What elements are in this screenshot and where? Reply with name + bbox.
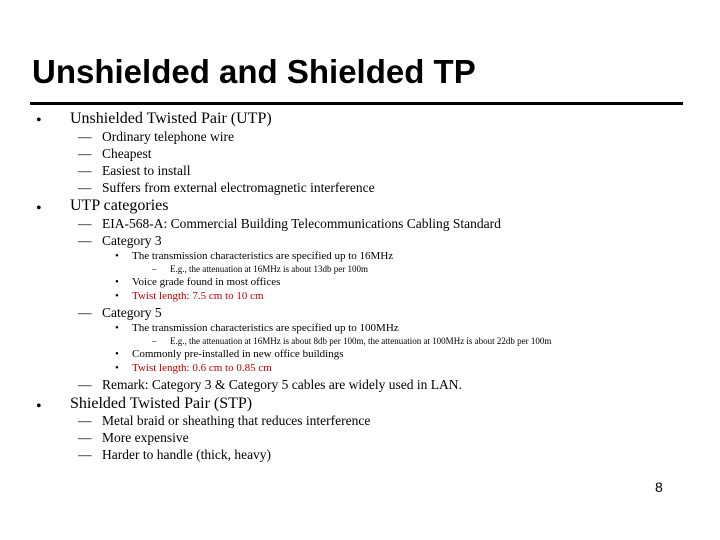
cat5-spec-example: E.g., the attenuation at 16MHz is about 8db per 100m, the attenuation at 100MHz is about 22db per 100m (170, 336, 552, 346)
bullet-icon: • (36, 112, 42, 129)
small-dash-icon: – (152, 264, 157, 274)
small-dash-icon: – (152, 336, 157, 346)
dash-icon: — (78, 180, 92, 195)
bullet-icon: • (115, 276, 119, 288)
dash-icon: — (78, 305, 92, 320)
cat5-twist-length: Twist length: 0.6 cm to 0.85 cm (132, 362, 272, 374)
utp-item: Easiest to install (102, 163, 191, 178)
utp-item: Ordinary telephone wire (102, 129, 234, 144)
utp-item: Cheapest (102, 146, 152, 161)
cat3-twist-length: Twist length: 7.5 cm to 10 cm (132, 290, 264, 302)
bullet-icon: • (115, 290, 119, 302)
cat3-label: Category 3 (102, 233, 162, 248)
bullet-icon: • (115, 362, 119, 374)
dash-icon: — (78, 377, 92, 392)
slide-title: Unshielded and Shielded TP (32, 53, 476, 90)
dash-icon: — (78, 163, 92, 178)
utp-heading: Unshielded Twisted Pair (UTP) (70, 110, 272, 127)
cat3-spec-example: E.g., the attenuation at 16MHz is about 13db per 100m (170, 264, 368, 274)
cat3-usage: Voice grade found in most offices (132, 276, 281, 288)
cat5-label: Category 5 (102, 305, 162, 320)
stp-heading: Shielded Twisted Pair (STP) (70, 395, 253, 412)
cat3-spec: The transmission characteristics are specified up to 16MHz (132, 250, 394, 262)
stp-item: Metal braid or sheathing that reduces interference (102, 413, 371, 428)
stp-item: Harder to handle (thick, heavy) (102, 447, 272, 462)
dash-icon: — (78, 146, 92, 161)
bullet-icon: • (115, 250, 119, 262)
dash-icon: — (78, 216, 92, 231)
bullet-icon: • (115, 322, 119, 334)
dash-icon: — (78, 413, 92, 428)
bullet-icon: • (36, 398, 42, 415)
dash-icon: — (78, 129, 92, 144)
categories-heading: UTP categories (70, 197, 169, 214)
title-underline (30, 102, 683, 105)
bullet-icon: • (36, 200, 42, 217)
bullet-icon: • (115, 348, 119, 360)
dash-icon: — (78, 430, 92, 445)
utp-item: Suffers from external electromagnetic interference (102, 180, 375, 195)
page-number: 8 (655, 479, 663, 495)
cat5-usage: Commonly pre-installed in new office buildings (132, 348, 344, 360)
dash-icon: — (78, 447, 92, 462)
standard-item: EIA-568-A: Commercial Building Telecommunications Cabling Standard (102, 216, 501, 231)
stp-item: More expensive (102, 430, 189, 445)
dash-icon: — (78, 233, 92, 248)
categories-remark: Remark: Category 3 & Category 5 cables are widely used in LAN. (102, 377, 462, 392)
cat5-spec: The transmission characteristics are specified up to 100MHz (132, 322, 399, 334)
